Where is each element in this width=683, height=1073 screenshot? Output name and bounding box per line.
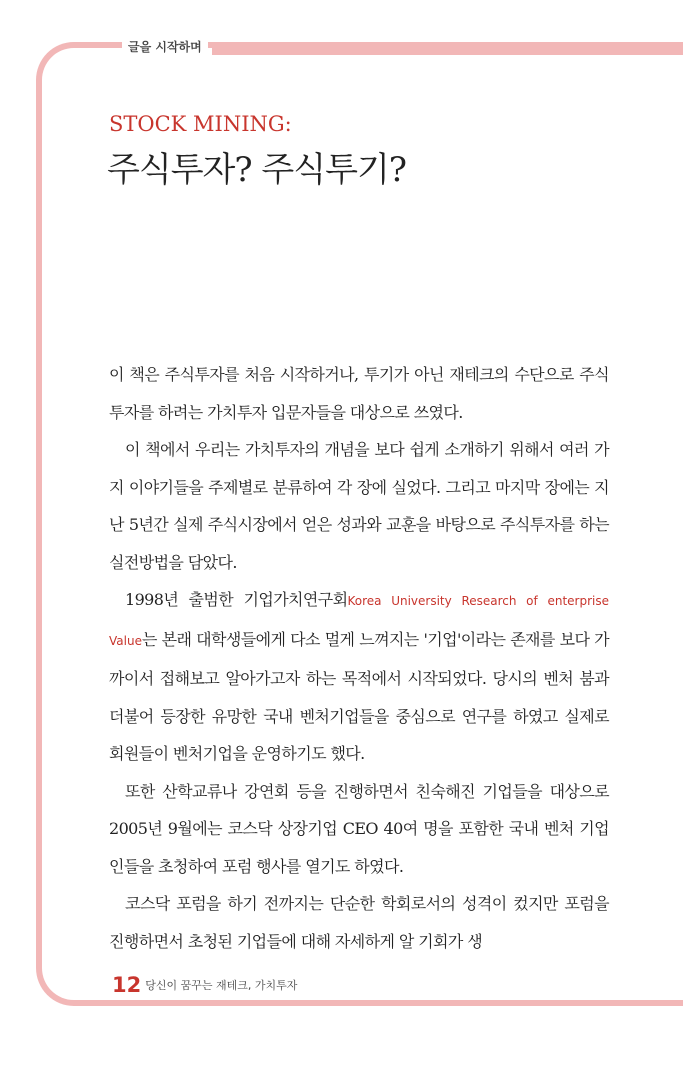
paragraph-4: 또한 산학교류나 강연회 등을 진행하면서 친숙해진 기업들을 대상으로 2005년 9월에는 코스닥 상장기업 CEO 40여 명을 포함한 국내 벤처 기업인들을 초청하여 포럼 행사를 열기도 하였다.: [109, 781, 609, 876]
paragraph-2: 이 책에서 우리는 가치투자의 개념을 보다 쉽게 소개하기 위해서 여러 가지 이야기들을 주제별로 분류하여 각 장에 실었다. 그리고 마지막 장에는 지난 5년간 실제 주식시장에서 얻은 성과와 교훈을 바탕으로 주식투자를 하는 실전방법을 담았다.: [109, 440, 609, 572]
paragraph-3-rest: 는 본래 대학생들에게 다소 멀게 느껴지는 '기업'이라는 존재를 보다 가까이서 접해보고 알아가고자 하는 목적에서 시작되었다. 당시의 벤처 붐과 더불어 등장한 유망한 국내 벤처기업들을 중심으로 연구를 하였고 실제로 회원들이 벤처기업을 운영하기도 했다.: [109, 629, 609, 763]
header-bar: [212, 42, 683, 55]
section-label: 글을 시작하며: [122, 38, 208, 55]
body-text: [109, 356, 609, 960]
book-title: 당신이 꿈꾸는 재테크, 가치투자: [145, 979, 298, 992]
paragraph-3: [109, 581, 609, 773]
page-number: 12: [112, 973, 142, 997]
paragraph-3-start: 1998년 출범한 기업가치연구회: [125, 590, 348, 609]
title-english: STOCK MINING:: [109, 112, 292, 136]
paragraph-1: 이 책은 주식투자를 처음 시작하거나, 투기가 아닌 재테크의 수단으로 주식투자를 하려는 가치투자 입문자들을 대상으로 쓰였다.: [109, 365, 609, 422]
page-footer: [112, 973, 297, 997]
paragraph-3-english-note: Korea University Research of enterprise Value: [109, 594, 609, 648]
title-korean: 주식투자? 주식투기?: [107, 150, 407, 190]
paragraph-5: 코스닥 포럼을 하기 전까지는 단순한 학회로서의 성격이 컸지만 포럼을 진행하면서 초청된 기업들에 대해 자세하게 알 기회가 생: [109, 894, 609, 951]
